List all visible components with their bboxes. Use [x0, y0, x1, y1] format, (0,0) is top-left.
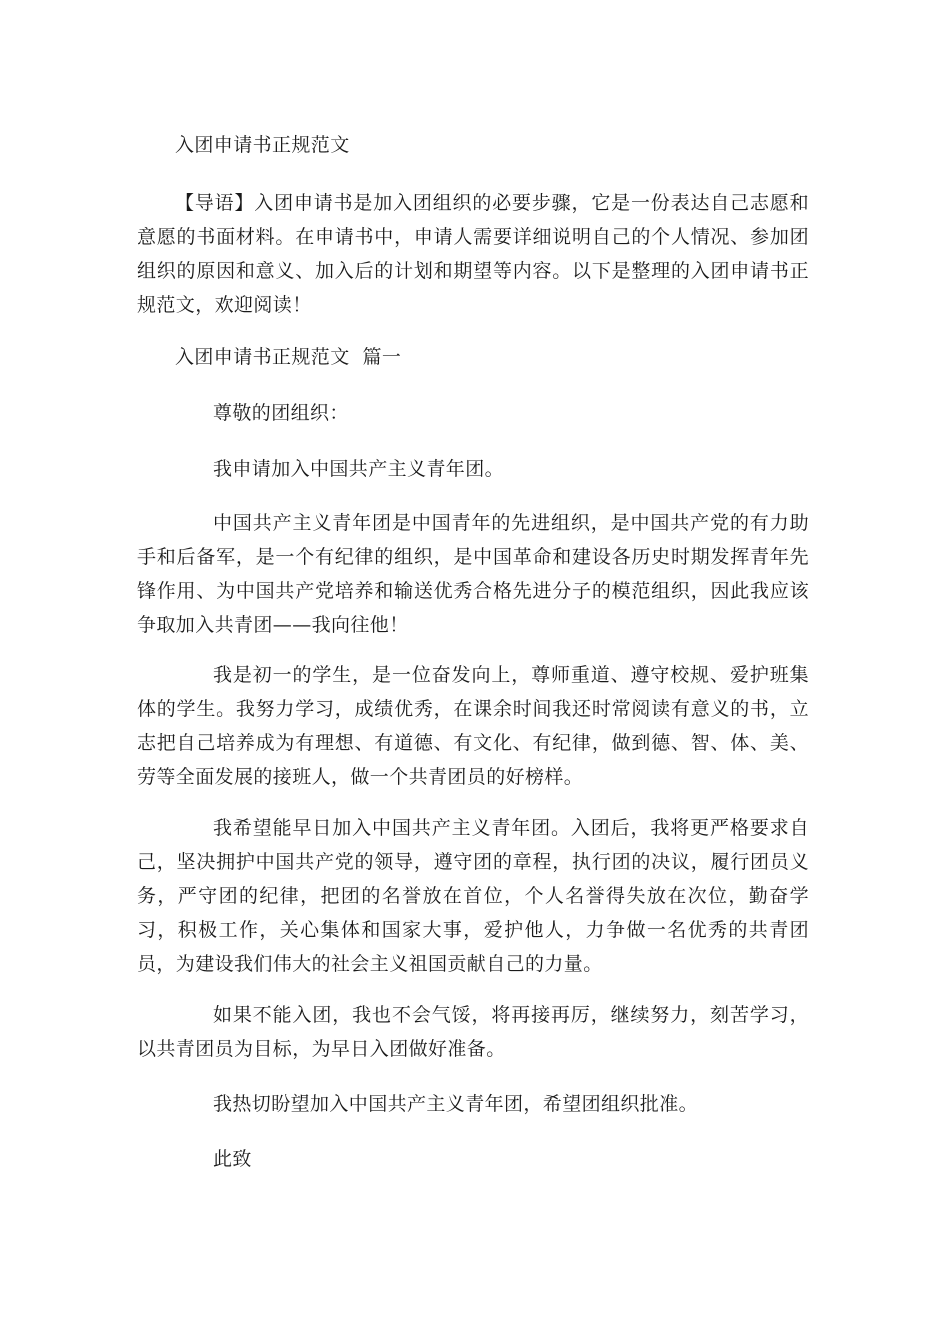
body-paragraph-6: 我热切盼望加入中国共产主义青年团，希望团组织批准。	[213, 1093, 699, 1115]
body-paragraph-2: 中国共产主义青年团是中国青年的先进组织，是中国共产党的有力助手和后备军，是一个有纪律的组织，是中国革命和建设各历史时期发挥青年先锋作用、为中国共产党培养和输送优秀合格先进分子的模范组织，因此我应该争取加入共青团——我向往他！	[137, 512, 809, 636]
intro-paragraph: 【导语】入团申请书是加入团组织的必要步骤，它是一份表达自己志愿和意愿的书面材料。在申请书中，申请人需要详细说明自己的个人情况、参加团组织的原因和意义、加入后的计划和期望等内容。以下是整理的入团申请书正规范文，欢迎阅读！	[137, 192, 809, 316]
body-paragraph-1: 我申请加入中国共产主义青年团。	[213, 458, 505, 480]
section-heading: 入团申请书正规范文 篇一	[175, 346, 402, 368]
body-paragraph-3: 我是初一的学生，是一位奋发向上，尊师重道、遵守校规、爱护班集体的学生。我努力学习，成绩优秀，在课余时间我还时常阅读有意义的书，立志把自己培养成为有理想、有道德、有文化、有纪律，做到德、智、体、美、劳等全面发展的接班人，做一个共青团员的好榜样。	[137, 664, 809, 788]
document-title: 入团申请书正规范文	[175, 134, 350, 156]
body-paragraph-4: 我希望能早日加入中国共产主义青年团。入团后，我将更严格要求自己，坚决拥护中国共产党的领导，遵守团的章程，执行团的决议，履行团员义务，严守团的纪律，把团的名誉放在首位，个人名誉得失放在次位，勤奋学习，积极工作，关心集体和国家大事，爱护他人，力争做一名优秀的共青团员，为建设我们伟大的社会主义祖国贡献自己的力量。	[137, 817, 809, 975]
body-paragraph-5: 如果不能入团，我也不会气馁，将再接再厉，继续努力，刻苦学习，以共青团员为目标，为早日入团做好准备。	[137, 1004, 809, 1060]
salutation: 尊敬的团组织：	[213, 402, 349, 424]
closing: 此致	[213, 1148, 252, 1170]
